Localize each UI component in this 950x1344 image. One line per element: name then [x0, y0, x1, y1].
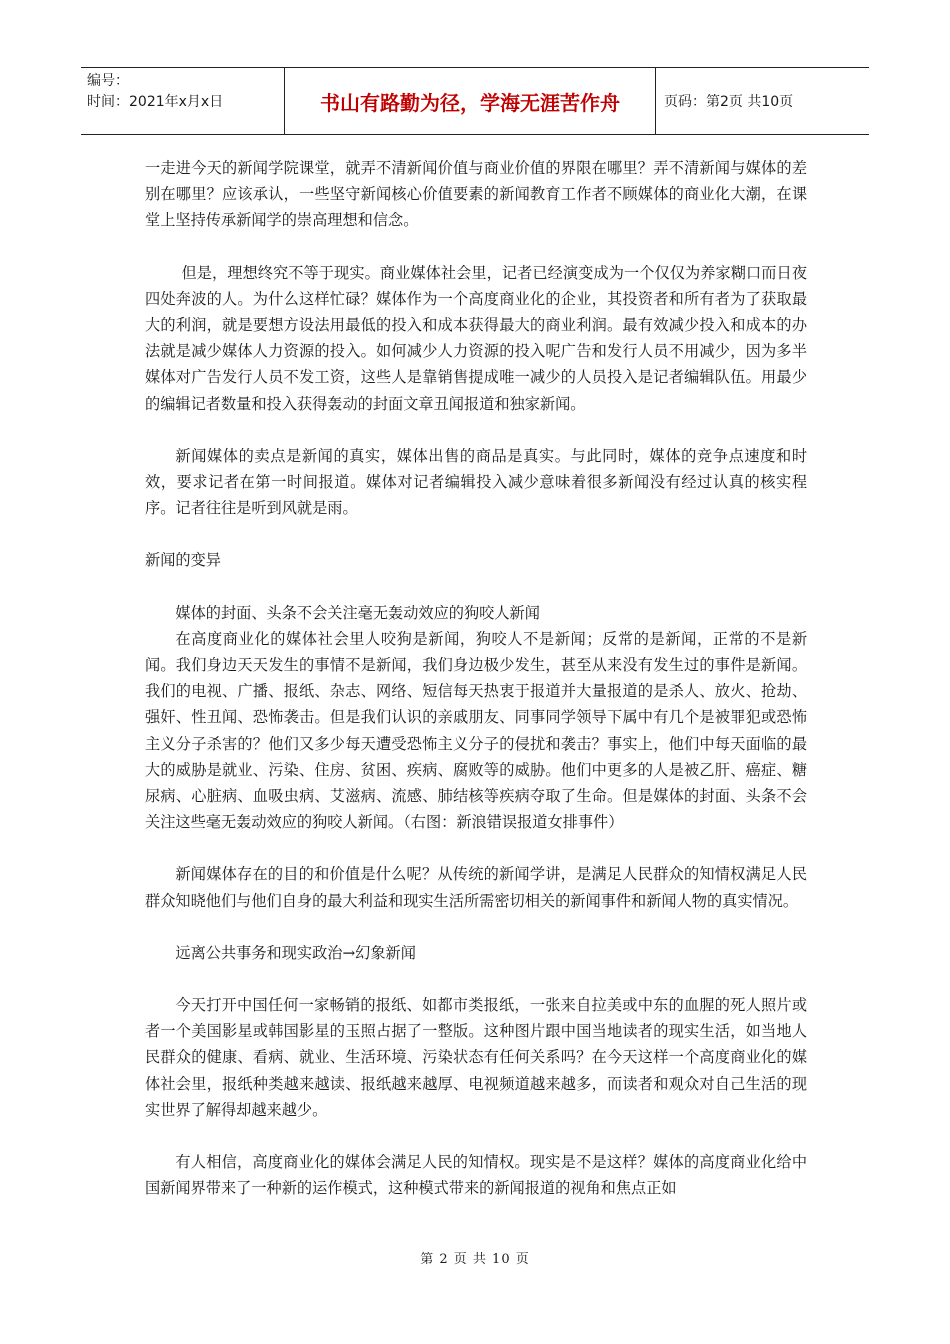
- page-header: [81, 67, 869, 135]
- number-label: 编号：: [87, 73, 129, 89]
- header-motto: 书山有路勤为径，学海无涯苦作舟: [284, 68, 656, 134]
- header-meta: [81, 68, 284, 134]
- paragraph-6: 今天打开中国任何一家畅销的报纸、如都市类报纸，一张来自拉美或中东的血腥的死人照片或者一个美国影星或韩国影星的玉照占据了一整版。这种图片跟中国当地读者的现实生活，如当地人民群众的健康、看病、就业、生活环境、污染状态有任何关系吗？在今天这样一个高度商业化的媒体社会里，报纸种类越来越读、报纸越来越厚、电视频道越来越多，而读者和观众对自己生活的现实世界了解得却越来越少。: [145, 996, 807, 1119]
- paragraph-5: 新闻媒体存在的目的和价值是什么呢？从传统的新闻学讲，是满足人民群众的知情权满足人民群众知晓他们与他们自身的最大利益和现实生活所需密切相关的新闻事件和新闻人物的真实情况。: [145, 865, 807, 910]
- document-body: [145, 155, 807, 1202]
- section-heading: 新闻的变异: [145, 551, 221, 570]
- paragraph-3: 新闻媒体的卖点是新闻的真实，媒体出售的商品是真实。与此同时，媒体的竞争点速度和时效，要求记者在第一时间报道。媒体对记者编辑投入减少意味着很多新闻没有经过认真的核实程序。记者往往是听到风就是雨。: [145, 446, 807, 518]
- subheading-1: 媒体的封面、头条不会关注毫无轰动效应的狗咬人新闻: [175, 603, 540, 622]
- paragraph-4: 在高度商业化的媒体社会里人咬狗是新闻，狗咬人不是新闻；反常的是新闻，正常的不是新闻。我们身边天天发生的事情不是新闻，我们身边极少发生，甚至从来没有发生过的事件是新闻。我们的电视、广播、报纸、杂志、网络、短信每天热衷于报道并大量报道的是杀人、放火、抢劫、强奸、性丑闻、恐怖袭击。但是我们认识的亲戚朋友、同事同学领导下属中有几个是被罪犯或恐怖主义分子杀害的？他们又多少每天遭受恐怖主义分子的侵扰和袭击？事实上，他们中每天面临的最大的威胁是就业、污染、住房、贫困、疾病、腐败等的威胁。他们中更多的人是被乙肝、癌症、糖尿病、心脏病、血吸虫病、艾滋病、流感、肺结核等疾病夺取了生命。但是媒体的封面、头条不会关注这些毫无轰动效应的狗咬人新闻。（右图：新浪错误报道女排事件）: [145, 629, 807, 832]
- subheading-2: 远离公共事务和现实政治→幻象新闻: [175, 943, 416, 962]
- paragraph-2: 但是，理想终究不等于现实。商业媒体社会里，记者已经演变成为一个仅仅为养家糊口而日夜四处奔波的人。为什么这样忙碌？媒体作为一个高度商业化的企业，其投资者和所有者为了获取最大的利润，就是要想方设法用最低的投入和成本获得最大的商业利润。最有效减少投入和成本的办法就是减少媒体人力资源的投入。如何减少人力资源的投入呢广告和发行人员不用减少，因为多半媒体对广告发行人员不发工资，这些人是靠销售提成唯一减少的人员投入是记者编辑队伍。用最少的编辑记者数量和投入获得轰动的封面文章丑闻报道和独家新闻。: [145, 263, 807, 413]
- paragraph-7: 有人相信，高度商业化的媒体会满足人民的知情权。现实是不是这样？媒体的高度商业化给中国新闻界带来了一种新的运作模式，这种模式带来的新闻报道的视角和焦点正如: [145, 1153, 807, 1198]
- page-footer: 第 2 页 共 10 页: [420, 1252, 530, 1267]
- date-line: 时间：2021年x月x日: [87, 94, 224, 110]
- header-page-info: 页码：第2页 共10页: [664, 94, 794, 110]
- paragraph-1: 一走进今天的新闻学院课堂，就弄不清新闻价值与商业价值的界限在哪里？弄不清新闻与媒体的差别在哪里？应该承认，一些坚守新闻核心价值要素的新闻教育工作者不顾媒体的商业化大潮，在课堂上坚持传承新闻学的崇高理想和信念。: [145, 159, 807, 230]
